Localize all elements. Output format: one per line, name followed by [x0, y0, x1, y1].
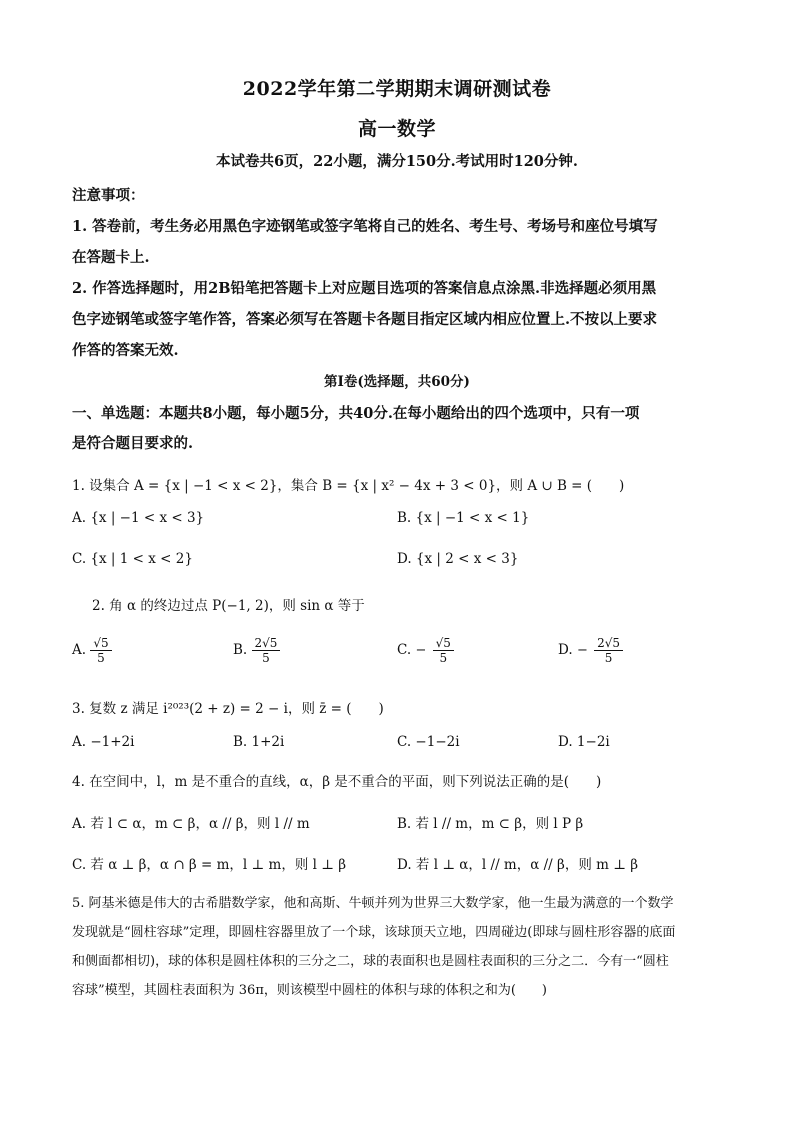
- q3-option-d: D. 1−2i: [558, 734, 610, 750]
- q2-option-b: [233, 636, 280, 665]
- q2-option-c-numerator: √5: [433, 636, 454, 651]
- note-1-line-1: 1. 答卷前，考生务必用黑色字迹钢笔或签字笔将自己的姓名、考生号、考场号和座位号填写: [72, 218, 658, 235]
- q4-option-b: B. 若 l // m，m ⊂ β，则 l P β: [397, 816, 584, 832]
- q2-option-c: [397, 636, 454, 665]
- q2-option-d-minus: −: [576, 643, 588, 658]
- q2-option-c-fraction: [433, 636, 454, 665]
- q2-option-b-fraction: [252, 636, 281, 665]
- q2-option-c-denominator: 5: [439, 651, 448, 665]
- q3-stem: 3. 复数 z 满足 i²⁰²³(2 + z) = 2 − i，则 z̄ = ( ): [72, 701, 384, 717]
- notes-heading: 注意事项：: [72, 187, 145, 204]
- q3-option-b: B. 1+2i: [233, 734, 285, 750]
- q5-line-3: 和侧面都相切)，球的体积是圆柱体积的三分之二，球的表面积也是圆柱表面积的三分之二．今有一“圆柱: [72, 954, 669, 969]
- q2-option-c-minus: −: [415, 643, 427, 658]
- q2-option-a-numerator: √5: [90, 636, 111, 651]
- q2-option-c-label: C.: [397, 642, 412, 658]
- q4-stem: 4. 在空间中，l，m 是不重合的直线，α，β 是不重合的平面，则下列说法正确的是( ): [72, 774, 602, 790]
- q4-option-c: C. 若 α ⊥ β，α ∩ β = m，l ⊥ m，则 l ⊥ β: [72, 857, 347, 873]
- q4-option-d: D. 若 l ⊥ α，l // m，α // β，则 m ⊥ β: [397, 857, 639, 873]
- q2-option-b-numerator: 2√5: [252, 636, 281, 651]
- q3-option-a: A. −1+2i: [72, 734, 135, 750]
- q2-option-a-fraction: [90, 636, 111, 665]
- q5-line-4: 容球”模型，其圆柱表面积为 36π，则该模型中圆柱的体积与球的体积之和为( ): [72, 983, 548, 998]
- q5-line-1: 5. 阿基米德是伟大的古希腊数学家，他和高斯、牛顿并列为世界三大数学家，他一生最为满意的一个数学: [72, 896, 674, 911]
- q2-option-d: [558, 636, 623, 665]
- q2-option-d-denominator: 5: [604, 651, 613, 665]
- exam-info: 本试卷共6页，22小题，满分150分.考试用时120分钟.: [216, 153, 578, 170]
- note-2-line-3: 作答的答案无效.: [72, 342, 179, 359]
- note-2-line-2: 色字迹钢笔或签字笔作答，答案必须写在答题卡各题目指定区域内相应位置上.不按以上要求: [72, 311, 658, 328]
- q1-option-a: A. {x | −1 < x < 3}: [72, 510, 205, 526]
- q2-option-a-label: A.: [72, 642, 87, 658]
- exam-title: 2022学年第二学期期末调研测试卷: [242, 78, 552, 100]
- q1-stem: 1. 设集合 A = {x | −1 < x < 2}，集合 B = {x | x² − 4x + 3 < 0}，则 A ∪ B = ( ): [72, 478, 625, 494]
- exam-subject: 高一数学: [357, 118, 436, 140]
- q2-stem: 2. 角 α 的终边过点 P(−1, 2)，则 sin α 等于: [92, 598, 365, 614]
- q4-option-a: A. 若 l ⊂ α，m ⊂ β，α // β，则 l // m: [72, 816, 310, 832]
- q2-option-d-label: D.: [558, 642, 573, 658]
- q2-option-d-fraction: [594, 636, 623, 665]
- q3-option-c: C. −1−2i: [397, 734, 460, 750]
- q2-option-b-denominator: 5: [262, 651, 270, 665]
- q2-option-d-numerator: 2√5: [594, 636, 623, 651]
- q2-option-a: [72, 636, 112, 665]
- part-1-heading: 第Ⅰ卷(选择题，共60分): [324, 374, 470, 390]
- note-2-line-1: 2. 作答选择题时，用2B铅笔把答题卡上对应题目选项的答案信息点涂黑.非选择题必须用黑: [72, 280, 657, 297]
- q5-line-2: 发现就是“圆柱容球”定理，即圆柱容器里放了一个球，该球顶天立地，四周碰边(即球与圆柱形容器的底面: [72, 925, 676, 940]
- section-1-line-1: 一、单选题：本题共8小题，每小题5分，共40分.在每小题给出的四个选项中，只有一项: [72, 405, 640, 422]
- q2-option-b-label: B.: [233, 642, 248, 658]
- q1-option-d: D. {x | 2 < x < 3}: [397, 551, 519, 567]
- q2-option-a-denominator: 5: [97, 651, 105, 665]
- q1-option-b: B. {x | −1 < x < 1}: [397, 510, 530, 526]
- q1-option-c: C. {x | 1 < x < 2}: [72, 551, 193, 567]
- section-1-line-2: 是符合题目要求的.: [72, 435, 194, 452]
- note-1-line-2: 在答题卡上.: [72, 249, 150, 266]
